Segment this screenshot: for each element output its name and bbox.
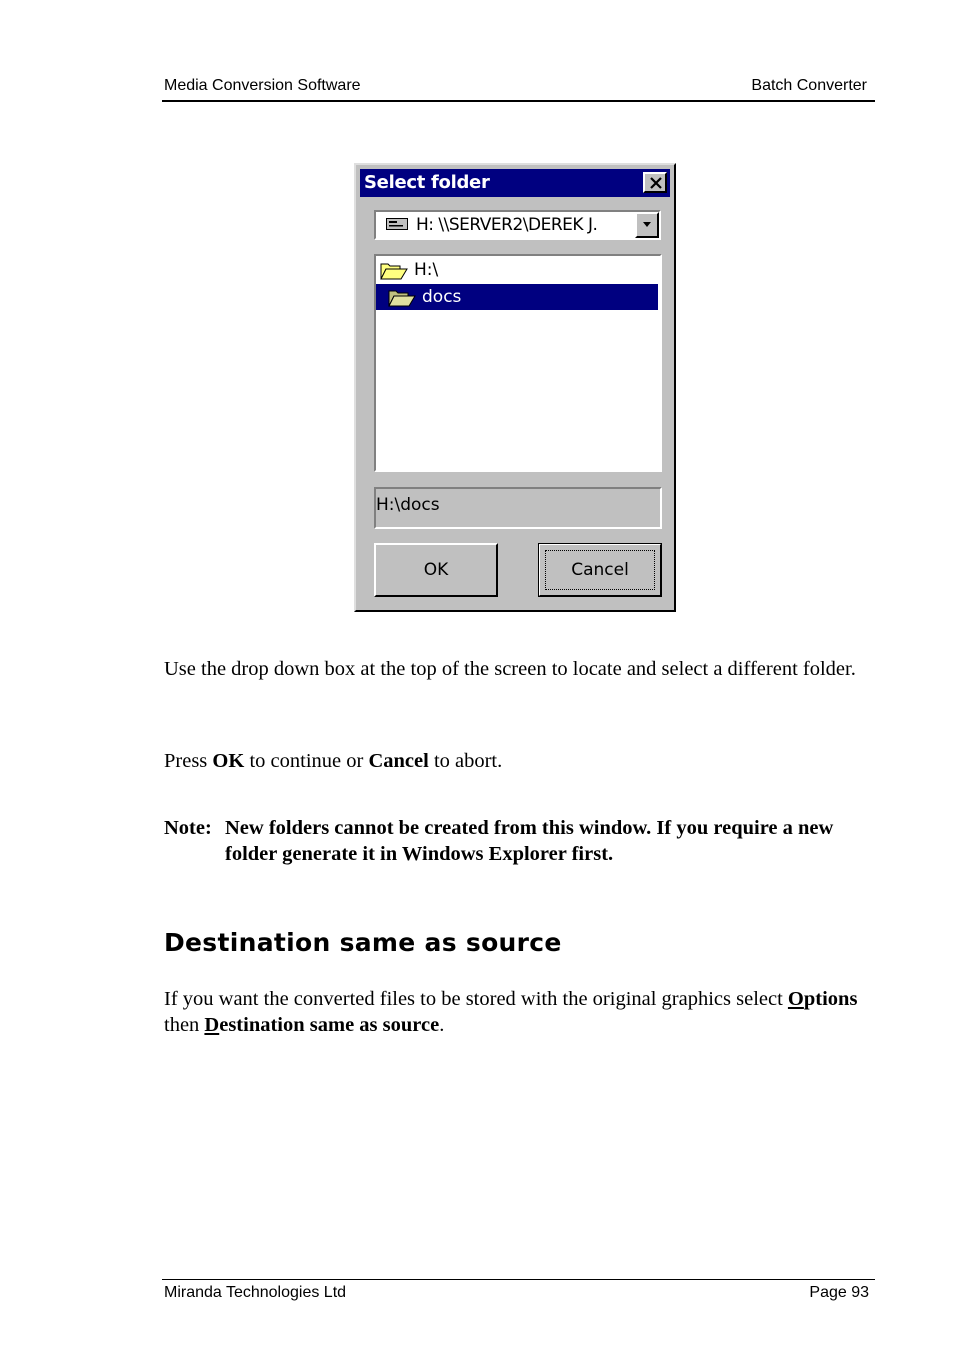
- dialog-titlebar: [360, 169, 670, 197]
- drive-dropdown[interactable]: [374, 210, 661, 240]
- selected-path-field: [374, 487, 662, 529]
- selected-path-value: H:\docs: [376, 495, 440, 515]
- focus-rect: [545, 550, 655, 590]
- destination-rest: estination same as source: [219, 1014, 440, 1036]
- destination-ref: [204, 1014, 439, 1036]
- footer-left: Miranda Technologies Ltd: [164, 1284, 347, 1301]
- open-folder-icon: [380, 261, 408, 281]
- destination-mnemonic: D: [204, 1014, 220, 1036]
- tree-item-label: docs: [422, 287, 462, 307]
- page-number: Page 93: [809, 1284, 869, 1301]
- select-folder-dialog: [354, 163, 676, 612]
- text: If you want the converted files to be stored with the original graphics select: [164, 988, 788, 1010]
- text: Press: [164, 750, 213, 772]
- cancel-button[interactable]: [538, 543, 662, 597]
- network-drive-icon: [386, 218, 408, 230]
- page-header: [162, 76, 875, 102]
- note-label: Note:: [164, 817, 212, 839]
- options-rest: ptions: [803, 988, 858, 1010]
- options-mnemonic: O: [787, 988, 804, 1010]
- dialog-title: Select folder: [364, 172, 490, 193]
- dropdown-button[interactable]: [635, 212, 659, 238]
- close-icon: [649, 177, 663, 189]
- page-footer: [162, 1279, 875, 1308]
- cancel-ref: Cancel: [368, 750, 429, 772]
- text: to continue or: [244, 750, 369, 772]
- header-right: Batch Converter: [751, 77, 867, 94]
- paragraph-press-ok: [164, 748, 874, 774]
- tree-item-root[interactable]: [378, 257, 658, 283]
- ok-ref: OK: [212, 750, 245, 772]
- header-left: Media Conversion Software: [164, 77, 361, 94]
- section-heading: Destination same as source: [164, 928, 562, 957]
- chevron-down-icon: [642, 222, 652, 228]
- open-folder-icon: [388, 288, 416, 308]
- text: then: [164, 1014, 205, 1036]
- note-text: New folders cannot be created from this window. If you require a new folder generate it in Windows Explorer first.: [225, 817, 834, 865]
- paragraph-destination: [164, 986, 874, 1038]
- folder-tree[interactable]: [374, 254, 662, 472]
- text: .: [439, 1014, 445, 1036]
- paragraph-drop-down: Use the drop down box at the top of the screen to locate and select a different folder.: [164, 658, 856, 680]
- cancel-label: Cancel: [571, 560, 629, 580]
- text: to abort.: [428, 750, 503, 772]
- drive-value: H: \\SERVER2\DEREK J.: [416, 215, 598, 235]
- tree-item-label: H:\: [414, 260, 439, 280]
- options-ref: [788, 988, 858, 1010]
- close-button[interactable]: [643, 172, 667, 193]
- tree-item-docs[interactable]: [376, 284, 658, 310]
- ok-button[interactable]: OK: [374, 543, 498, 597]
